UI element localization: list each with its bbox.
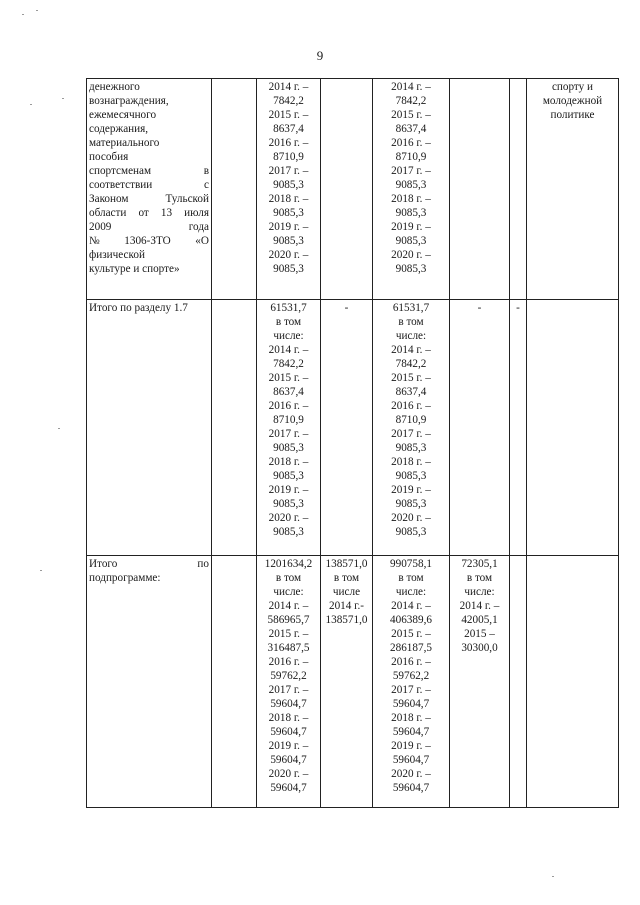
cell-line: 8710,9 (395, 151, 427, 163)
word: 1306-ЗТО (124, 235, 171, 247)
program-table (86, 78, 619, 808)
cell-line: 990758,1 (390, 558, 432, 570)
word: в (203, 165, 209, 177)
cell-line: 9085,3 (395, 235, 427, 247)
cell-line: 8637,4 (395, 123, 427, 135)
cell-line: 7842,2 (273, 95, 304, 107)
value-cell-col4 (321, 556, 373, 808)
cell-line: 9085,3 (395, 498, 427, 510)
cell-line: 2020 г. – (268, 249, 309, 261)
value-cell-col7 (510, 79, 527, 300)
value-cell-col5 (373, 300, 450, 556)
cell-line: в том (466, 572, 493, 584)
cell-line: 61531,7 (270, 302, 307, 314)
cell-line: 9085,3 (395, 179, 427, 191)
scan-mark (552, 876, 554, 877)
row-name-line: культуре и спорте» (89, 263, 180, 275)
word: с (204, 179, 209, 191)
scan-mark (36, 10, 38, 11)
cell-line: - (477, 302, 482, 314)
cell-line: 2014 г. – (268, 344, 309, 356)
cell-line: 2014 г. – (459, 600, 500, 612)
cell-line: 59604,7 (270, 754, 307, 766)
cell-line: 8710,9 (273, 414, 304, 426)
cell-line: 9085,3 (395, 263, 427, 275)
row-name-line (89, 192, 209, 206)
cell-line: числе: (395, 586, 427, 598)
cell-line: числе (332, 586, 361, 598)
cell-line: 42005,1 (461, 614, 498, 626)
cell-line: 72305,1 (461, 558, 498, 570)
value-cell-col3 (257, 300, 321, 556)
cell-line: 8637,4 (273, 123, 304, 135)
cell-line: 9085,3 (273, 526, 304, 538)
cell-line: 2017 г. – (391, 684, 431, 696)
cell-line: 138571,0 (325, 614, 368, 626)
cell-line: 2015 г. – (391, 372, 431, 384)
word: 13 (160, 207, 173, 219)
value-cell-col8 (527, 79, 619, 300)
cell-line: числе: (464, 586, 495, 598)
cell-line: 7842,2 (395, 95, 427, 107)
cell-line: 1201634,2 (264, 558, 313, 570)
value-cell-col4 (321, 300, 373, 556)
cell-line: в том (275, 572, 302, 584)
cell-line: 2014 г.- (328, 600, 365, 612)
row-name-line (89, 557, 209, 571)
cell-line: политике (550, 109, 595, 121)
value-cell-col2 (212, 300, 257, 556)
value-cell-col2 (212, 79, 257, 300)
cell-line: 2016 г. – (391, 656, 431, 668)
cell-line: 2015 – (464, 628, 495, 640)
row-name-line: ежемесячного (89, 109, 157, 121)
word: года (188, 221, 209, 233)
page-number: 9 (316, 48, 324, 63)
cell-line: 8710,9 (273, 151, 304, 163)
cell-line: в том (398, 316, 424, 328)
word: № (89, 235, 100, 247)
word: Законом (89, 193, 129, 205)
cell-line: 9085,3 (273, 498, 304, 510)
cell-line: 7842,2 (395, 358, 427, 370)
cell-line: 2016 г. – (268, 137, 309, 149)
table-row (87, 300, 619, 556)
cell-line: 2015 г. – (268, 628, 309, 640)
row-name-line: материального (89, 137, 160, 149)
scan-mark (62, 98, 64, 99)
cell-line: - (344, 302, 349, 314)
cell-line: 2018 г. – (391, 712, 431, 724)
row-name-line (89, 220, 209, 234)
row-name-line: пособия (89, 151, 129, 163)
cell-line: числе: (273, 330, 304, 342)
row-name-cell (87, 556, 212, 808)
cell-line: 2019 г. – (268, 484, 309, 496)
value-cell-col6 (450, 79, 510, 300)
cell-line: 2014 г. – (268, 600, 309, 612)
cell-line: 2015 г. – (391, 628, 431, 640)
scan-mark (30, 104, 32, 105)
cell-line: 9085,3 (395, 526, 427, 538)
cell-line: 2014 г. – (391, 344, 431, 356)
cell-line: спорту и (551, 81, 594, 93)
cell-line: 138571,0 (325, 558, 368, 570)
cell-line: 2020 г. – (391, 768, 431, 780)
cell-line: 2016 г. – (391, 400, 431, 412)
cell-line: 9085,3 (273, 263, 304, 275)
cell-line: 2019 г. – (268, 221, 309, 233)
cell-line: 9085,3 (395, 442, 427, 454)
row-name-line: денежного (89, 81, 140, 93)
cell-line: числе: (273, 586, 304, 598)
cell-line: 59604,7 (270, 726, 307, 738)
cell-line: 59762,2 (392, 670, 430, 682)
cell-line: 9085,3 (273, 442, 304, 454)
cell-line: 2018 г. – (391, 193, 431, 205)
row-name-line: содержания, (89, 123, 149, 135)
value-cell-col3 (257, 556, 321, 808)
cell-line: молодежной (542, 95, 603, 107)
row-name-cell (87, 79, 212, 300)
value-cell-col7 (510, 556, 527, 808)
value-cell-col6 (450, 556, 510, 808)
cell-line: 30300,0 (461, 642, 498, 654)
row-name-line: Итого по разделу 1.7 (89, 302, 188, 314)
word: июля (184, 207, 209, 219)
cell-line: 9085,3 (395, 470, 427, 482)
cell-line: 59604,7 (392, 782, 430, 794)
cell-line: 2019 г. – (268, 740, 309, 752)
cell-line: 8710,9 (395, 414, 427, 426)
value-cell-col2 (212, 556, 257, 808)
cell-line: 2018 г. – (268, 712, 309, 724)
cell-line: 2014 г. – (391, 600, 431, 612)
cell-line: в том (275, 316, 302, 328)
cell-line: 2020 г. – (391, 249, 431, 261)
cell-line: 59604,7 (270, 698, 307, 710)
cell-line: 2017 г. – (391, 165, 431, 177)
row-name-line: физической (89, 249, 145, 261)
cell-line: 9085,3 (273, 179, 304, 191)
cell-line: 2017 г. – (268, 684, 309, 696)
row-name-line (89, 164, 209, 178)
word: 2009 (89, 221, 112, 233)
value-cell-col4 (321, 79, 373, 300)
value-cell-col6 (450, 300, 510, 556)
cell-line: 586965,7 (267, 614, 310, 626)
word: «О (195, 235, 209, 247)
scan-mark (58, 428, 60, 429)
cell-line: 59604,7 (392, 754, 430, 766)
cell-line: 2018 г. – (268, 456, 309, 468)
cell-line: 2015 г. – (268, 372, 309, 384)
scan-mark (22, 14, 24, 15)
word: Итого (89, 558, 118, 570)
table-row (87, 556, 619, 808)
cell-line: 2014 г. – (268, 81, 309, 93)
cell-line: 316487,5 (267, 642, 310, 654)
value-cell-col5 (373, 556, 450, 808)
row-name-line (89, 206, 209, 220)
row-name-cell (87, 300, 212, 556)
row-name-line: вознаграждения, (89, 95, 169, 107)
cell-line: 2015 г. – (391, 109, 431, 121)
cell-line: 2017 г. – (268, 428, 309, 440)
cell-line: 7842,2 (273, 358, 304, 370)
value-cell-col8 (527, 300, 619, 556)
cell-line: 59762,2 (270, 670, 307, 682)
cell-line: 9085,3 (395, 207, 427, 219)
cell-line: в том (333, 572, 360, 584)
cell-line: 2018 г. – (391, 456, 431, 468)
cell-line: 59604,7 (392, 726, 430, 738)
table-body (87, 79, 619, 808)
value-cell-col3 (257, 79, 321, 300)
table-row (87, 79, 619, 300)
word: Тульской (165, 193, 209, 205)
cell-line: 2019 г. – (391, 740, 431, 752)
word: соответствии (89, 179, 153, 191)
cell-line: 9085,3 (273, 207, 304, 219)
cell-line: 59604,7 (392, 698, 430, 710)
word: области (89, 207, 127, 219)
cell-line: 286187,5 (390, 642, 432, 654)
word: от (138, 207, 149, 219)
row-name-line (89, 234, 209, 248)
value-cell-col8 (527, 556, 619, 808)
cell-line: 2018 г. – (268, 193, 309, 205)
cell-line: 2020 г. – (391, 512, 431, 524)
cell-line: 8637,4 (273, 386, 304, 398)
cell-line: 2016 г. – (268, 656, 309, 668)
cell-line: - (516, 302, 520, 314)
cell-line: в том (398, 572, 424, 584)
cell-line: 2020 г. – (268, 768, 309, 780)
cell-line: 2019 г. – (391, 221, 431, 233)
cell-line: 2019 г. – (391, 484, 431, 496)
cell-line: 2014 г. – (391, 81, 431, 93)
cell-line: числе: (395, 330, 427, 342)
cell-line: 2015 г. – (268, 109, 309, 121)
cell-line: 9085,3 (273, 235, 304, 247)
cell-line: 2016 г. – (391, 137, 431, 149)
cell-line: 2016 г. – (268, 400, 309, 412)
cell-line: 2017 г. – (268, 165, 309, 177)
cell-line: 9085,3 (273, 470, 304, 482)
word: по (197, 558, 209, 570)
word: спортсменам (89, 165, 152, 177)
value-cell-col7 (510, 300, 527, 556)
cell-line: 8637,4 (395, 386, 427, 398)
cell-line: 2020 г. – (268, 512, 309, 524)
cell-line: 61531,7 (392, 302, 430, 314)
cell-line: 59604,7 (270, 782, 307, 794)
cell-line: 2017 г. – (391, 428, 431, 440)
row-name-line (89, 178, 209, 192)
scan-mark (40, 570, 42, 571)
cell-line: 406389,6 (390, 614, 432, 626)
row-name-line: подпрограмме: (89, 572, 161, 584)
value-cell-col5 (373, 79, 450, 300)
